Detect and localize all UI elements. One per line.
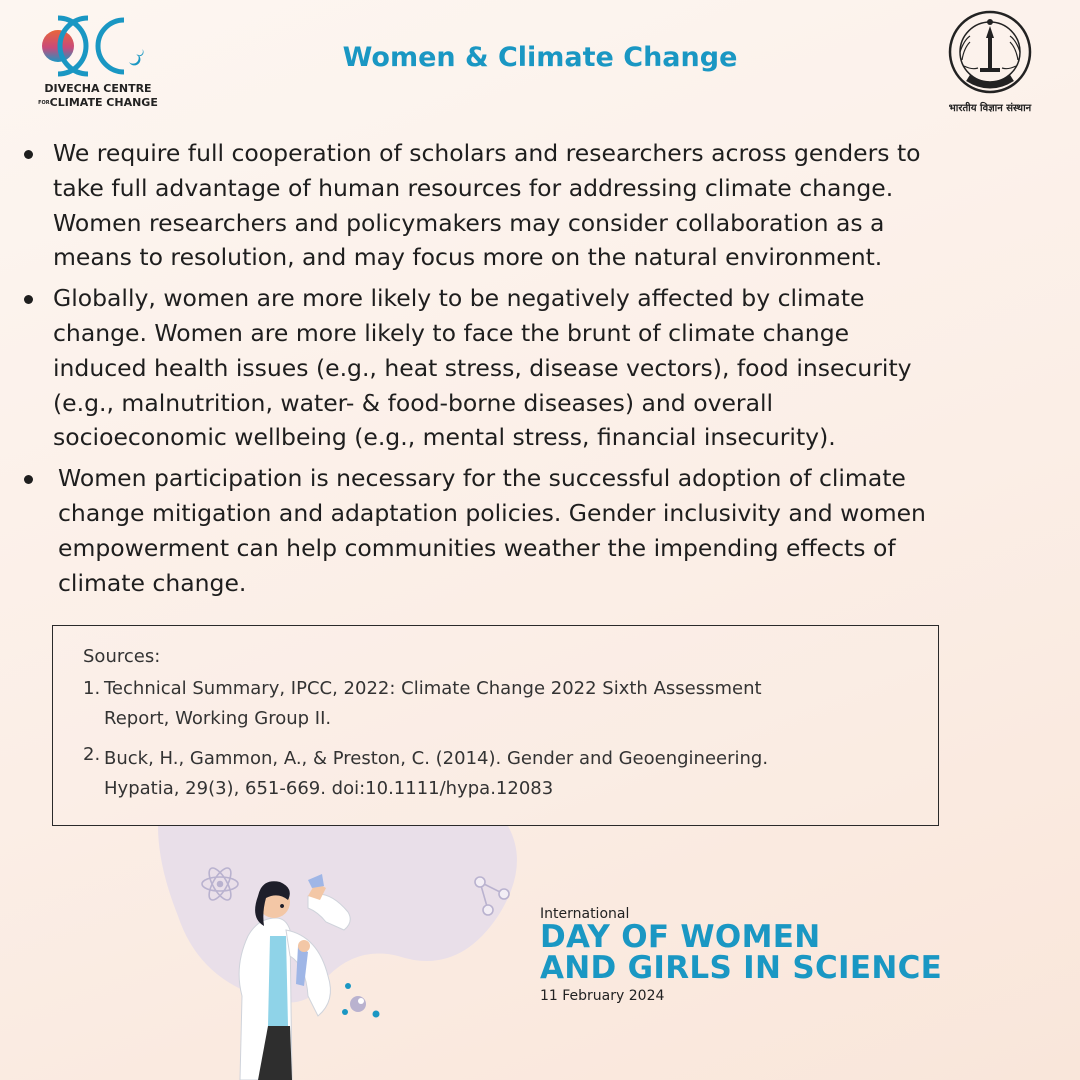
event-title-line1: DAY OF WOMEN: [540, 919, 821, 955]
woman-scientist-illustration: [158, 826, 528, 1080]
bullet-line: climate change.: [58, 568, 247, 597]
logo-line2: CLIMATE CHANGE: [49, 96, 158, 109]
bullet-line: Women researchers and policymakers may consider collaboration as a: [53, 208, 885, 237]
source-line: Hypatia, 29(3), 651-669. doi:10.1111/hypa.12083: [104, 778, 554, 799]
iisc-logo: [934, 10, 1054, 115]
sources-heading: Sources:: [83, 646, 161, 667]
bullet-line: take full advantage of human resources for addressing climate change.: [53, 173, 894, 202]
bullet-line: means to resolution, and may focus more on the natural environment.: [53, 243, 883, 272]
bullet-line: empowerment can help communities weather the impending effects of: [58, 533, 896, 562]
divecha-logo-text: [30, 82, 166, 110]
bullet-line: change mitigation and adaptation policies. Gender inclusivity and women: [58, 498, 926, 527]
source-line: Report, Working Group II.: [104, 708, 332, 729]
logo-line1: DIVECHA CENTRE: [44, 82, 152, 95]
source-item: [83, 744, 843, 804]
source-line: Buck, H., Gammon, A., & Preston, C. (2014). Gender and Geoengineering.: [104, 748, 769, 769]
bullet-line: Women participation is necessary for the successful adoption of climate: [58, 464, 906, 493]
bullet-item: [18, 281, 1048, 455]
bullet-line: induced health issues (e.g., heat stress, disease vectors), food insecurity: [53, 353, 912, 382]
source-number: 1.: [83, 678, 101, 699]
bullet-line: Globally, women are more likely to be negatively affected by climate: [53, 284, 865, 313]
bullet-line: change. Women are more likely to face the brunt of climate change: [53, 318, 850, 347]
event-kicker: International: [540, 906, 630, 922]
bullet-dot-icon: [24, 150, 33, 159]
page-title: Women & Climate Change: [342, 42, 738, 73]
event-title-line2: AND GIRLS IN SCIENCE: [540, 950, 943, 986]
bullet-item: [18, 461, 1048, 600]
bullet-line: socioeconomic wellbeing (e.g., mental stress, financial insecurity).: [53, 423, 836, 452]
event-title: [540, 919, 943, 986]
iisc-tagline: भारतीय विज्ञान संस्थान: [948, 103, 1032, 114]
bullet-line: We require full cooperation of scholars and researchers across genders to: [53, 139, 921, 167]
source-item: [83, 674, 843, 734]
source-number: 2.: [83, 744, 101, 765]
bullet-item: [18, 136, 1048, 275]
dots-icon: [342, 983, 380, 1018]
bullet-line: (e.g., malnutrition, water- & food-borne diseases) and overall: [53, 388, 774, 417]
bullet-list: [18, 136, 1048, 606]
iisc-seal-icon: [934, 10, 1046, 100]
sources-box: [52, 625, 939, 826]
logo-line2-prefix: FOR: [38, 100, 50, 106]
source-line: Technical Summary, IPCC, 2022: Climate Change 2022 Sixth Assessment: [104, 678, 762, 699]
bullet-dot-icon: [24, 295, 33, 304]
event-date: 11 February 2024: [540, 988, 665, 1004]
bullet-dot-icon: [24, 475, 33, 484]
